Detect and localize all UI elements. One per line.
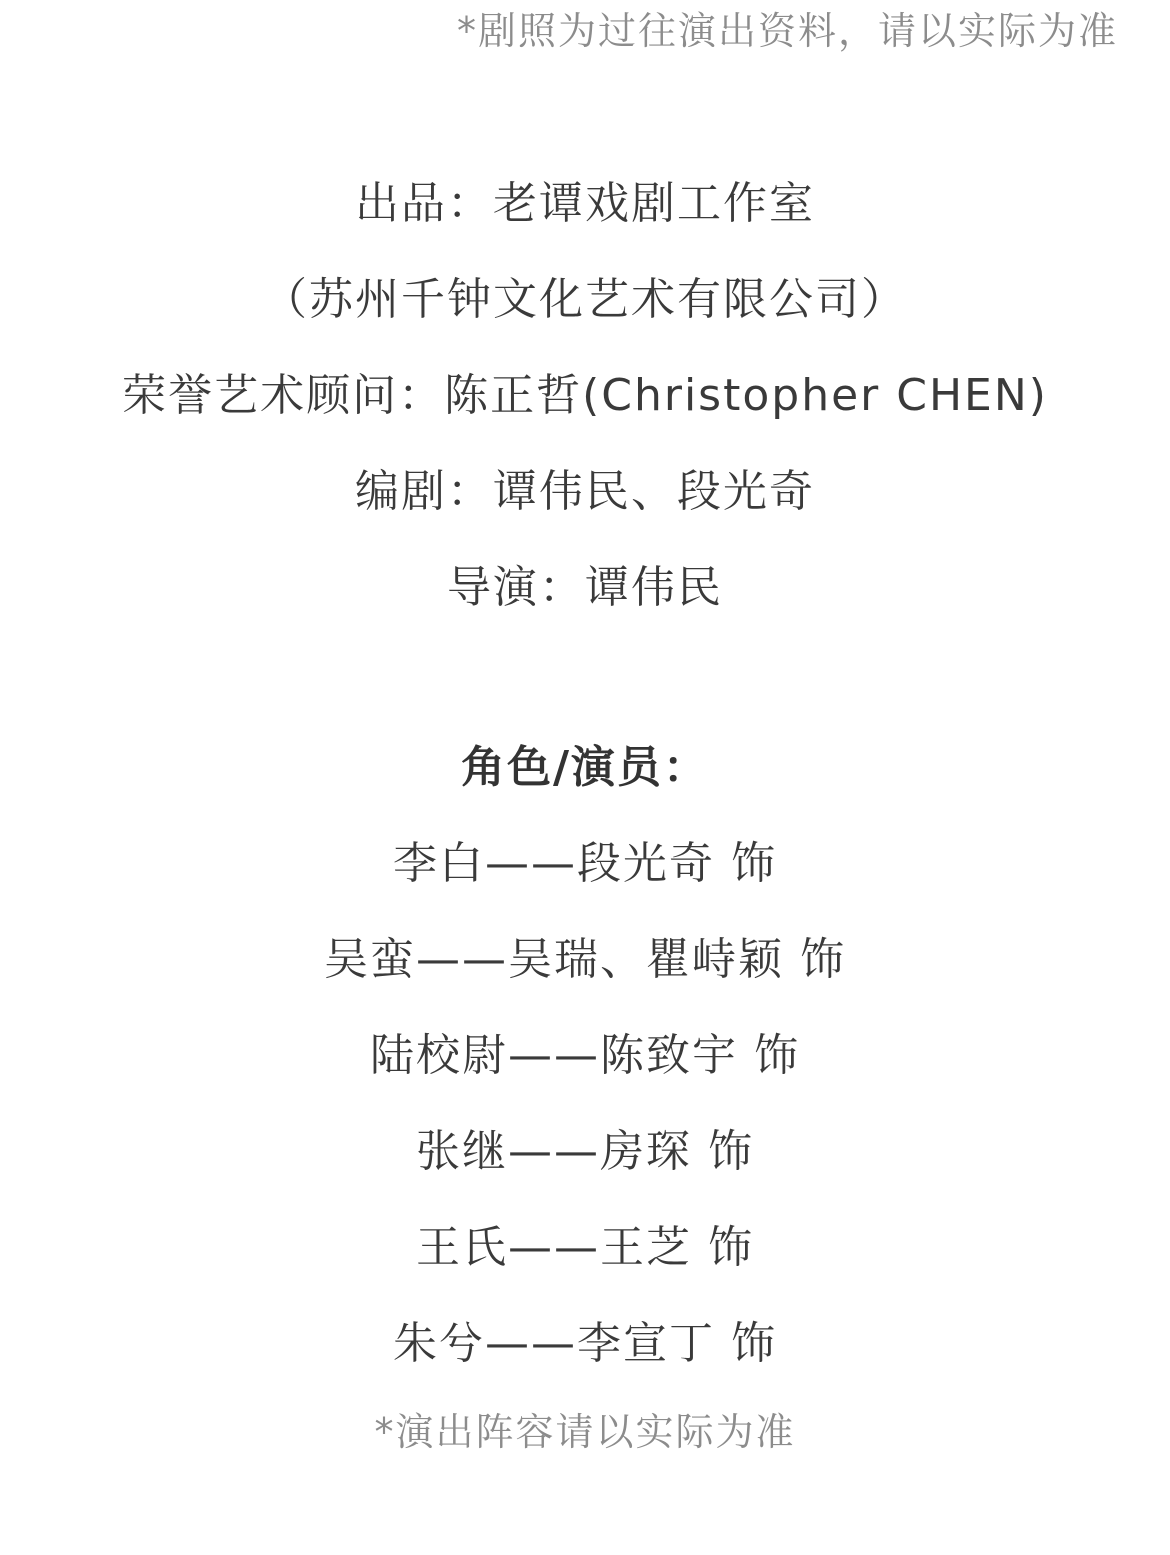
- cast-item: 陆校尉——陈致宇 饰: [370, 1030, 800, 1081]
- producer-line: 出品：老谭戏剧工作室: [355, 178, 815, 229]
- director-line: 导演：谭伟民: [447, 562, 723, 613]
- cast-heading: 角色/演员：: [460, 742, 710, 793]
- cast-disclaimer: *演出阵容请以实际为准: [374, 1410, 796, 1454]
- stage-photo-disclaimer: *剧照为过往演出资料，请以实际为准: [456, 9, 1118, 53]
- cast-item: 吴蛮——吴瑞、瞿峙颖 饰: [324, 934, 846, 985]
- playwright-line: 编剧：谭伟民、段光奇: [355, 466, 815, 517]
- cast-item: 张继——房琛 饰: [416, 1126, 754, 1177]
- cast-item: 朱兮——李宣丁 饰: [393, 1318, 777, 1369]
- cast-item: 李白——段光奇 饰: [393, 838, 777, 889]
- art-advisor-line: 荣誉艺术顾问：陈正哲(Christopher CHEN): [122, 370, 1048, 421]
- producer-company-line: （苏州千钟文化艺术有限公司）: [263, 274, 907, 325]
- cast-item: 王氏——王芝 饰: [416, 1222, 754, 1273]
